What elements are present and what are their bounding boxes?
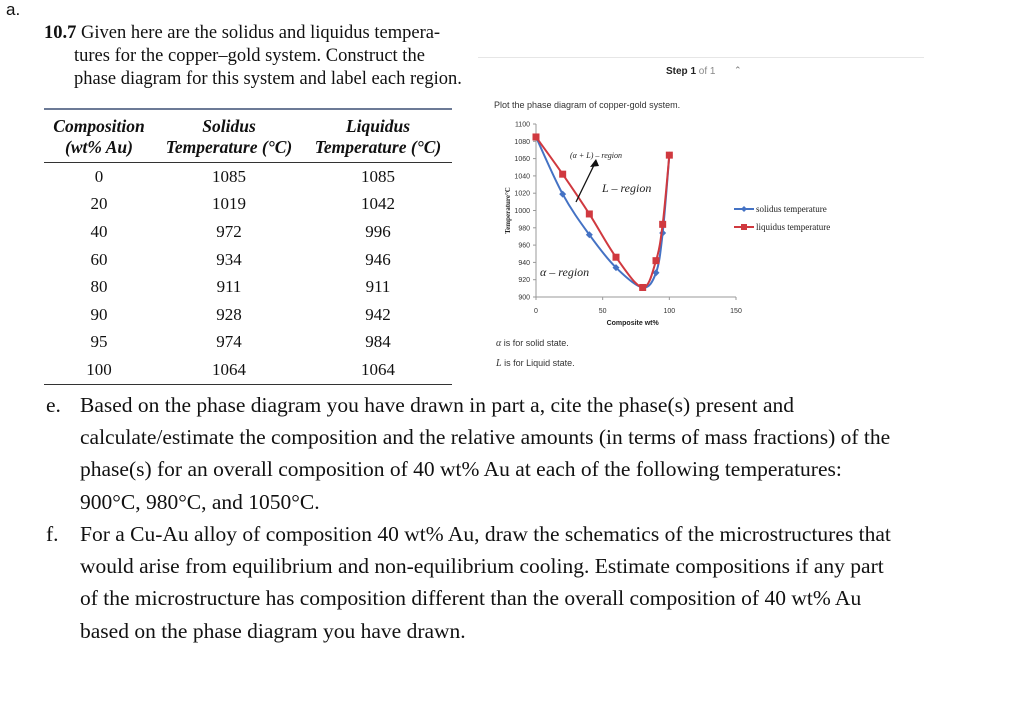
phase-diagram-chart bbox=[478, 110, 878, 335]
y-tick-label: 900 bbox=[518, 294, 530, 302]
data-point-liquidus-temperature bbox=[559, 171, 566, 178]
cell-solidus: 1085 bbox=[212, 166, 246, 186]
x-tick-label: 50 bbox=[598, 308, 607, 315]
annotation-alpha-region: α – region bbox=[540, 265, 590, 279]
cell-solidus: 1019 bbox=[212, 194, 246, 214]
problem-line: phase diagram for this system and label each region. bbox=[74, 69, 462, 89]
y-axis-label: Temperature°C bbox=[504, 187, 512, 234]
table-row bbox=[44, 301, 452, 329]
data-point-liquidus-temperature bbox=[586, 210, 593, 217]
table-row bbox=[44, 218, 452, 246]
y-tick-label: 1080 bbox=[514, 138, 530, 146]
table-row bbox=[44, 356, 452, 384]
y-tick-label: 1040 bbox=[514, 173, 530, 181]
data-point-liquidus-temperature bbox=[533, 133, 540, 140]
cell-composition: 80 bbox=[90, 277, 108, 297]
data-point-liquidus-temperature bbox=[653, 257, 660, 264]
header-liquidus: Liquidus Temperature (°C) bbox=[304, 109, 452, 163]
y-tick-label: 1000 bbox=[514, 208, 530, 215]
plot-instruction: Plot the phase diagram of copper-gold system. bbox=[494, 100, 681, 110]
step-divider bbox=[478, 57, 924, 58]
y-tick-label: 980 bbox=[518, 225, 530, 233]
problem-statement bbox=[44, 22, 462, 91]
cell-liquidus: 911 bbox=[365, 277, 391, 297]
question-text: For a Cu-Au alloy of composition 40 wt% Au, draw the schematics of the microstructures that would arise from equilibrium and non-equilibrium cooling. Estimate compositions if any part of the microstructure has composition different than the overall composition of 40 wt% Au based on the phase diagram you have drawn. bbox=[80, 522, 891, 643]
x-tick-label: 150 bbox=[730, 308, 742, 315]
annotation-arrow bbox=[576, 161, 596, 202]
cell-solidus: 1064 bbox=[154, 356, 304, 384]
question-f bbox=[46, 518, 906, 647]
y-tick-label: 940 bbox=[518, 259, 530, 267]
x-tick-label: 0 bbox=[534, 308, 538, 315]
cell-composition: 100 bbox=[44, 356, 154, 384]
annotation-arrowhead bbox=[590, 159, 599, 167]
x-axis-label: Composite wt% bbox=[606, 320, 659, 327]
part-label: a. bbox=[6, 0, 21, 19]
annotation-l-region: L – region bbox=[602, 181, 652, 195]
cell-liquidus: 1042 bbox=[361, 194, 395, 214]
cell-solidus: 974 bbox=[216, 332, 242, 352]
table-row bbox=[44, 329, 452, 357]
cell-liquidus: 984 bbox=[365, 332, 391, 352]
y-tick-label: 1060 bbox=[514, 156, 530, 164]
table-header-row bbox=[44, 109, 452, 163]
note-liquid: L is for Liquid state. bbox=[496, 358, 575, 369]
problem-line: tures for the copper–gold system. Construct the bbox=[74, 46, 425, 66]
problem-line: Given here are the solidus and liquidus tempera- bbox=[81, 23, 441, 43]
y-tick-label: 920 bbox=[518, 277, 530, 285]
y-tick-label: 1100 bbox=[514, 121, 530, 129]
data-point-liquidus-temperature bbox=[613, 254, 620, 261]
cell-composition: 90 bbox=[90, 304, 108, 324]
cell-liquidus: 996 bbox=[365, 221, 391, 241]
header-composition: Composition (wt% Au) bbox=[44, 109, 154, 163]
cell-composition: 60 bbox=[90, 249, 108, 269]
cell-composition: 95 bbox=[90, 332, 108, 352]
problem-number: 10.7 bbox=[44, 23, 77, 43]
question-e bbox=[46, 389, 906, 518]
cell-composition: 0 bbox=[94, 166, 104, 186]
note-alpha: α is for solid state. bbox=[496, 338, 569, 349]
cell-liquidus: 1064 bbox=[304, 356, 452, 384]
legend-marker-liquidus-temperature bbox=[741, 224, 747, 230]
table-row bbox=[44, 163, 452, 191]
table-row bbox=[44, 246, 452, 274]
cell-composition: 40 bbox=[90, 221, 108, 241]
cell-liquidus: 946 bbox=[365, 249, 391, 269]
cell-solidus: 911 bbox=[216, 277, 242, 297]
step-indicator: Step 1 of 1 bbox=[666, 66, 716, 77]
cell-solidus: 928 bbox=[216, 304, 242, 324]
cell-solidus: 934 bbox=[216, 249, 242, 269]
cell-liquidus: 942 bbox=[365, 304, 391, 324]
cell-solidus: 972 bbox=[216, 221, 242, 241]
question-text: Based on the phase diagram you have drawn in part a, cite the phase(s) present and calculate/estimate the composition and the relative amounts (in terms of mass fractions) of the phase(s) for an overall composition of 40 wt% Au at each of the following temperatures: 900°C, 980°C, and 1050°C. bbox=[80, 393, 891, 514]
legend-label-liquidus-temperature: liquidus temperature bbox=[756, 222, 831, 232]
cell-liquidus: 1085 bbox=[361, 166, 395, 186]
legend-label-solidus-temperature: solidus temperature bbox=[756, 204, 827, 214]
chevron-up-icon[interactable]: ⌃ bbox=[734, 66, 742, 76]
x-tick-label: 100 bbox=[663, 308, 676, 315]
table-row bbox=[44, 191, 452, 219]
y-tick-label: 960 bbox=[518, 242, 530, 250]
cell-composition: 20 bbox=[90, 194, 108, 214]
data-point-liquidus-temperature bbox=[639, 284, 646, 291]
y-tick-label: 1020 bbox=[514, 190, 530, 198]
header-solidus: Solidus Temperature (°C) bbox=[154, 109, 304, 163]
data-point-liquidus-temperature bbox=[659, 221, 666, 228]
annotation-alpha-l-region: (α + L) – region bbox=[570, 151, 622, 160]
data-point-liquidus-temperature bbox=[666, 152, 673, 159]
table-row bbox=[44, 273, 452, 301]
legend-marker-solidus-temperature bbox=[741, 206, 747, 212]
question-label: e. bbox=[46, 393, 61, 417]
question-label: f. bbox=[46, 522, 59, 546]
data-table bbox=[44, 108, 452, 385]
